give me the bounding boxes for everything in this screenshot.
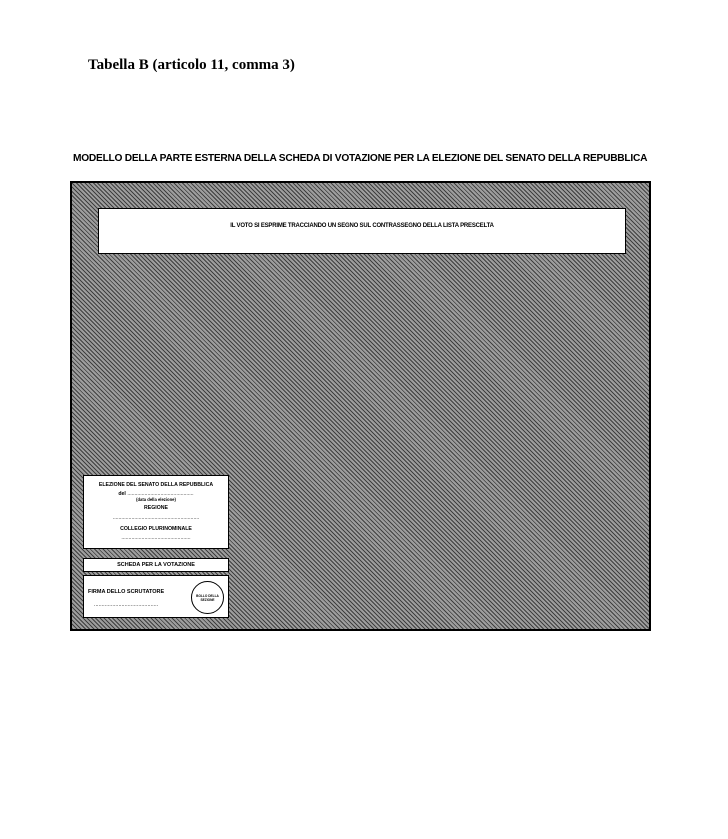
election-info-box [83,475,229,549]
section-stamp-circle [191,581,224,614]
region-label: REGIONE [144,505,168,511]
signature-box [83,575,229,618]
ballot-sheet [70,181,651,631]
college-label: COLLEGIO PLURINOMINALE [120,526,192,532]
date-caption: (data della elezione) [136,497,176,502]
stamp-label: BOLLO DELLA SEZIONE [196,593,219,602]
date-dots: .............................................. [127,491,194,497]
document-subtitle: MODELLO DELLA PARTE ESTERNA DELLA SCHEDA DI VOTAZIONE PER LA ELEZIONE DEL SENATO DELLA REPUBBLICA [73,153,648,164]
election-title: ELEZIONE DEL SENATO DELLA REPUBBLICA [98,482,214,488]
instruction-box: IL VOTO SI ESPRIME TRACCIANDO UN SEGNO SUL CONTRASSEGNO DELLA LISTA PRESCELTA [98,208,626,254]
signature-dots: .......................................... [94,602,159,608]
college-dots: ................................................ [121,535,191,541]
document-heading: Tabella B (articolo 11, comma 3) [88,57,295,73]
region-dots: ............................................................ [112,515,200,521]
date-prefix: del [118,491,126,497]
signature-label: FIRMA DELLO SCRUTATORE [88,589,165,595]
ballot-label-box: SCHEDA PER LA VOTAZIONE [83,558,229,572]
